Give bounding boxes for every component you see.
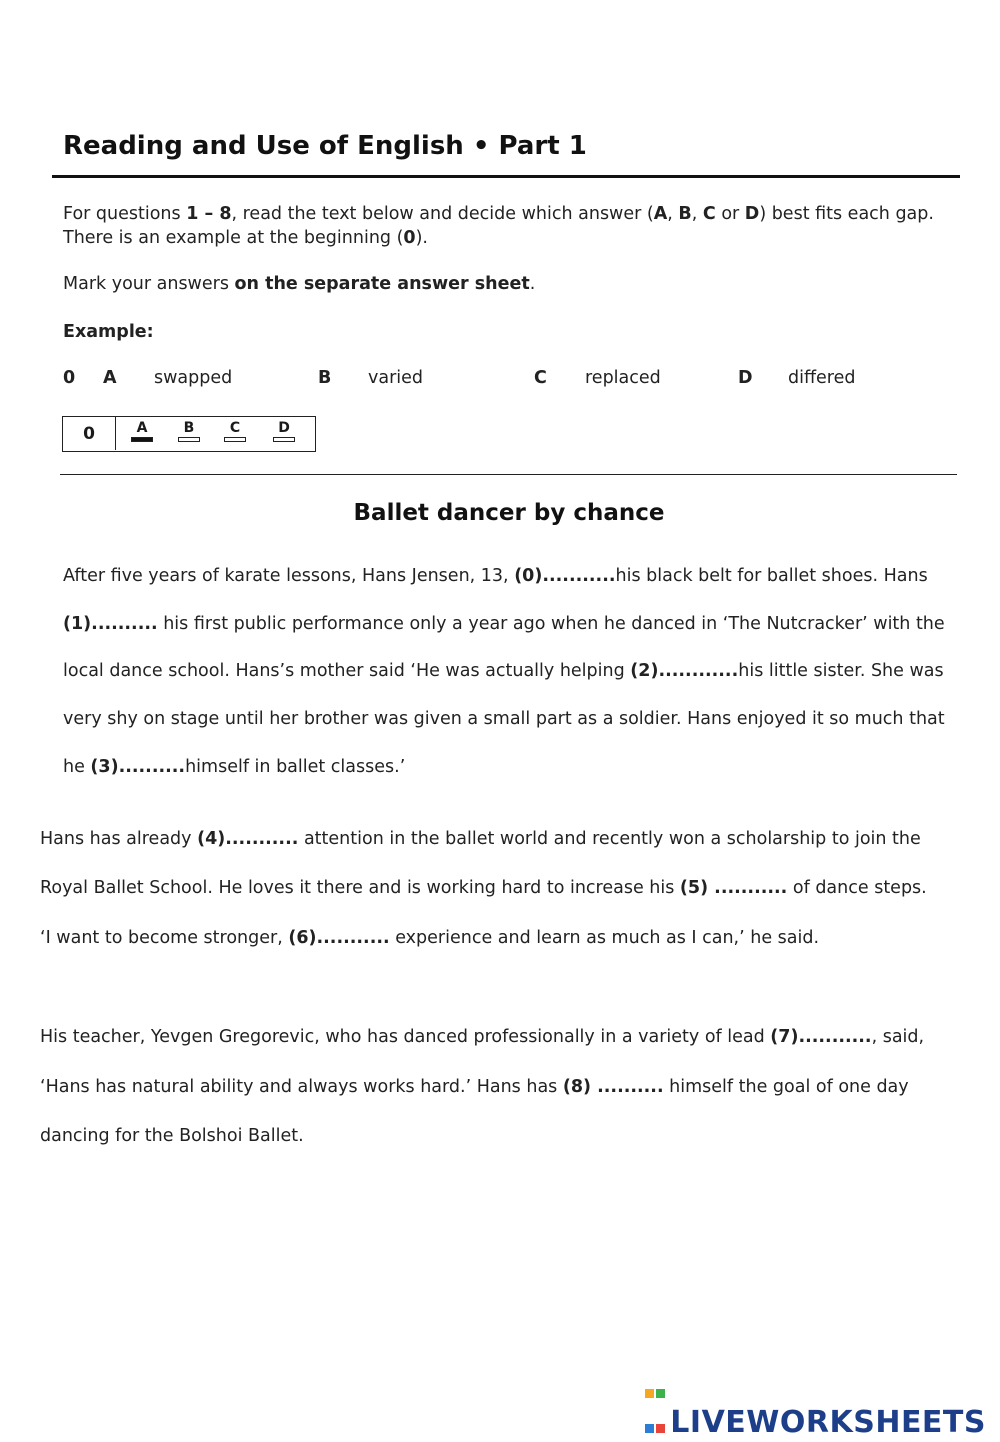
- line-text: ‘I want to become stronger,: [40, 928, 289, 948]
- answer-box-number: 0: [63, 417, 116, 450]
- text-line: [40, 1126, 304, 1146]
- line-text: he: [63, 757, 91, 777]
- line-text: experience and learn as much as I can,’ he said.: [389, 928, 820, 948]
- line-text: his black belt for ballet shoes. Hans: [615, 566, 928, 586]
- answer-option-c: [222, 420, 248, 442]
- example-number: 0: [403, 228, 416, 248]
- gap-0: (0)...........: [514, 566, 616, 586]
- text-line: [63, 661, 944, 681]
- instr-text: .: [529, 274, 536, 294]
- text-line: [40, 829, 921, 849]
- instr-text: Mark your answers: [63, 274, 235, 294]
- text-line: [40, 878, 927, 898]
- answer-mark-empty: [178, 437, 200, 442]
- gap-8: (8) ..........: [562, 1077, 664, 1097]
- option-letter: D: [744, 204, 760, 224]
- example-answer-box: [62, 416, 316, 452]
- line-text: of dance steps.: [787, 878, 927, 898]
- text-line: [63, 566, 928, 586]
- example-option-letter: C: [534, 368, 547, 388]
- example-option-letter: B: [318, 368, 332, 388]
- section-divider: [60, 474, 957, 475]
- line-text: Royal Ballet School. He loves it there and is working hard to increase his: [40, 878, 680, 898]
- gap-2: (2)............: [630, 661, 739, 681]
- answer-mark-filled: [131, 437, 153, 442]
- text-heading: Ballet dancer by chance: [353, 500, 665, 526]
- instr-text: There is an example at the beginning (: [63, 228, 404, 248]
- example-number: 0: [63, 368, 76, 388]
- answer-option-b: [176, 420, 202, 442]
- example-label: Example:: [63, 322, 154, 342]
- example-option-letter: D: [738, 368, 753, 388]
- line-text: His teacher, Yevgen Gregorevic, who has danced professionally in a variety of lead: [40, 1027, 771, 1047]
- instr-text: ,: [667, 204, 679, 224]
- text-line: [63, 614, 945, 634]
- gap-1: (1)..........: [63, 614, 158, 634]
- answer-option-letter: A: [136, 420, 148, 436]
- line-text: dancing for the Bolshoi Ballet.: [40, 1126, 304, 1146]
- text-line: [63, 757, 405, 777]
- gap-7: (7)...........: [770, 1027, 872, 1047]
- line-text: , said,: [871, 1027, 925, 1047]
- example-option-text: differed: [788, 368, 856, 388]
- gap-4: (4)...........: [197, 829, 299, 849]
- liveworksheets-logo: [644, 1372, 986, 1442]
- page-title: Reading and Use of English • Part 1: [63, 131, 587, 161]
- answer-option-a: [129, 420, 155, 442]
- gap-3: (3)..........: [90, 757, 186, 777]
- option-letter: C: [702, 204, 716, 224]
- line-text: himself the goal of one day: [663, 1077, 909, 1097]
- instr-text: or: [715, 204, 745, 224]
- line-text: very shy on stage until her brother was given a small part as a soldier. Hans enjoyed it so much that: [63, 709, 945, 729]
- instr-emphasis: on the separate answer sheet: [234, 274, 530, 294]
- text-line: [40, 928, 819, 948]
- logo-text: LIVEWORKSHEETS: [670, 1405, 986, 1440]
- instr-text: ).: [415, 228, 428, 248]
- line-text: ‘Hans has natural ability and always works hard.’ Hans has: [40, 1077, 563, 1097]
- example-option-text: varied: [368, 368, 424, 388]
- title-rule: [52, 175, 960, 178]
- line-text: attention in the ballet world and recently won a scholarship to join the: [298, 829, 921, 849]
- option-letter: B: [678, 204, 692, 224]
- text-line: [40, 1077, 909, 1097]
- line-text: Hans has already: [40, 829, 198, 849]
- text-line: [40, 1027, 924, 1047]
- example-option-letter: A: [103, 368, 117, 388]
- instructions: [63, 202, 963, 250]
- instr-text: ) best fits each gap.: [759, 204, 934, 224]
- gap-6: (6)...........: [288, 928, 390, 948]
- answer-mark-empty: [273, 437, 295, 442]
- line-text: his little sister. She was: [738, 661, 944, 681]
- answer-sheet-note: [63, 274, 535, 294]
- answer-option-d: [271, 420, 297, 442]
- line-text: his first public performance only a year ago when he danced in ‘The Nutcracker’ with the: [157, 614, 945, 634]
- line-text: himself in ballet classes.’: [185, 757, 406, 777]
- instr-text: ,: [691, 204, 703, 224]
- logo-icon: [644, 1372, 666, 1442]
- option-letter: A: [653, 204, 668, 224]
- example-option-text: replaced: [585, 368, 661, 388]
- answer-mark-empty: [224, 437, 246, 442]
- line-text: local dance school. Hans’s mother said ‘He was actually helping: [63, 661, 631, 681]
- question-range: 1 – 8: [186, 204, 232, 224]
- example-option-text: swapped: [154, 368, 233, 388]
- line-text: After five years of karate lessons, Hans Jensen, 13,: [63, 566, 515, 586]
- answer-option-letter: B: [183, 420, 195, 436]
- instr-text: For questions: [63, 204, 187, 224]
- answer-option-letter: D: [278, 420, 290, 436]
- instr-text: , read the text below and decide which answer (: [231, 204, 654, 224]
- text-line: [63, 709, 945, 729]
- gap-5: (5) ...........: [679, 878, 788, 898]
- answer-option-letter: C: [229, 420, 241, 436]
